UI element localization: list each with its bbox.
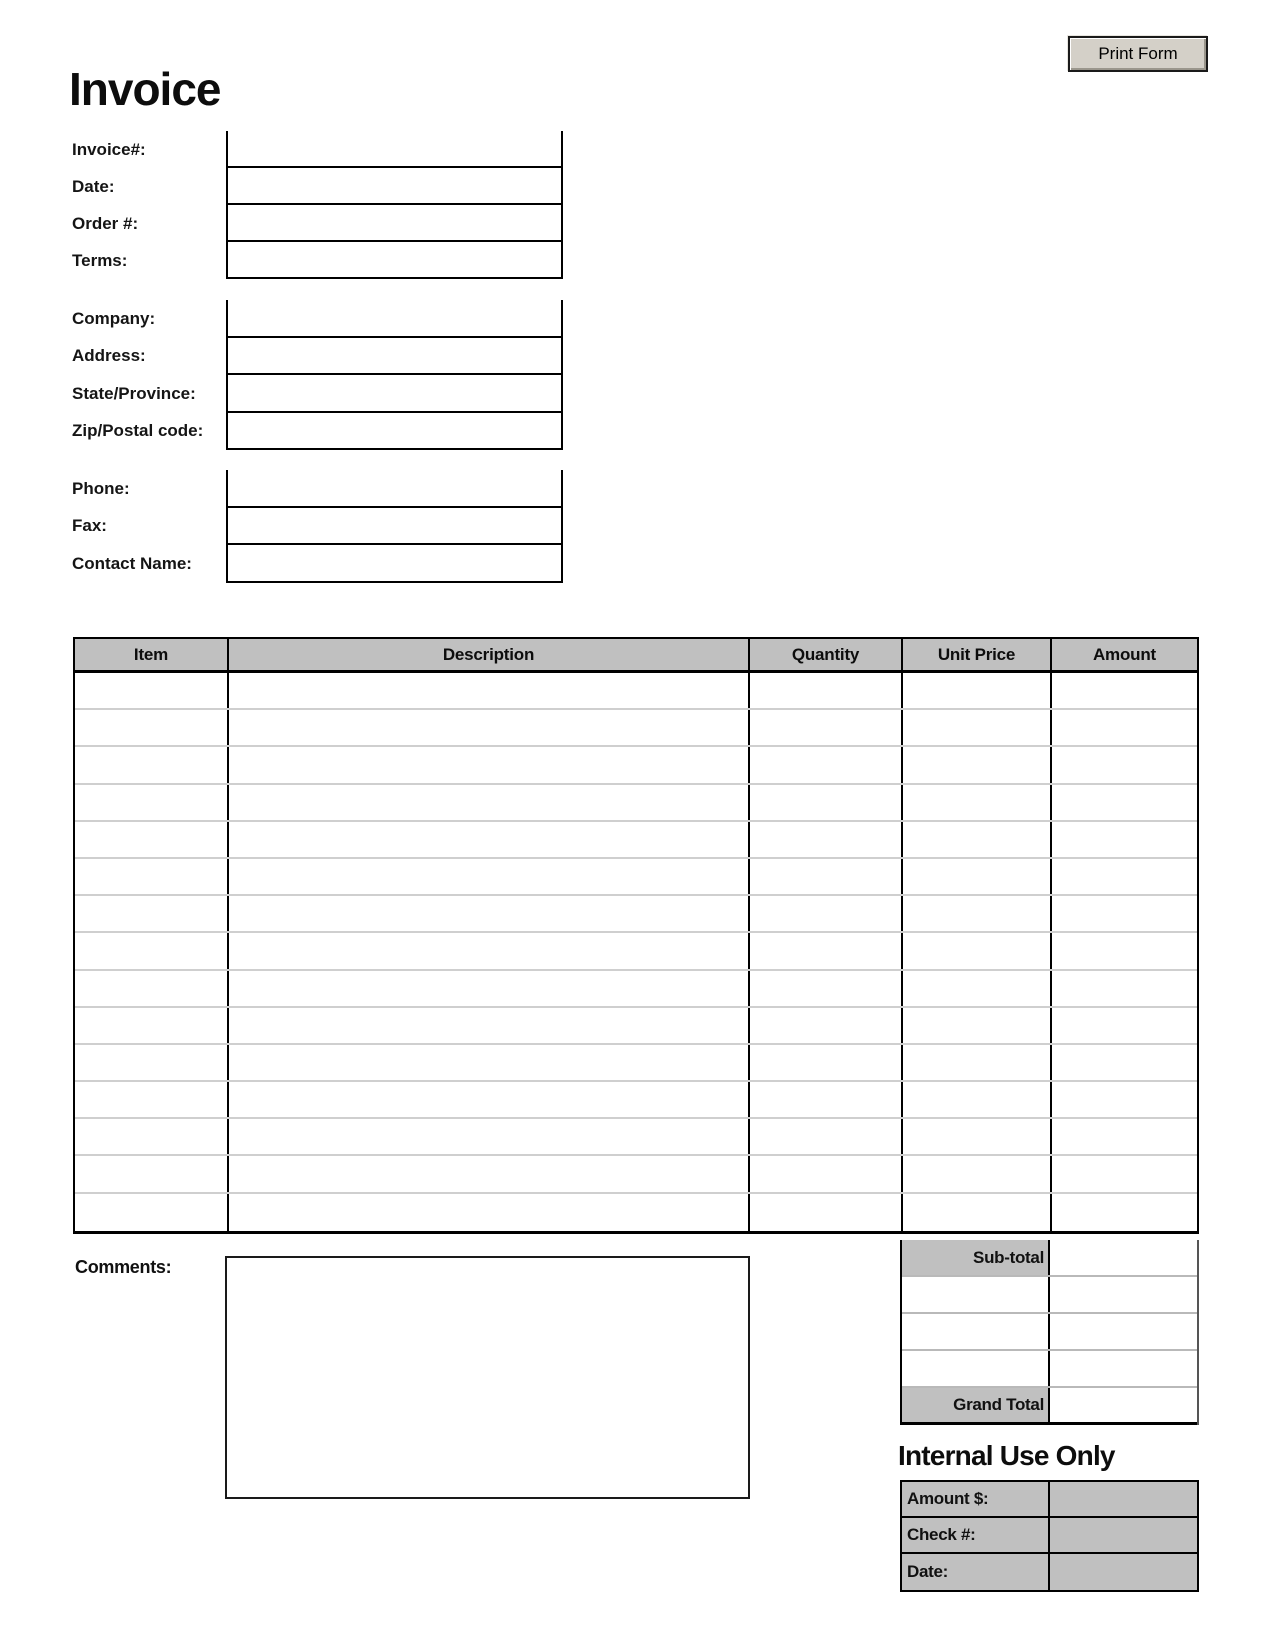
field-row [72, 545, 563, 583]
table-cell-item[interactable] [75, 1045, 229, 1080]
field-row [72, 375, 563, 413]
totals-row [902, 1314, 1197, 1351]
field-row [72, 242, 563, 279]
field-row [72, 470, 563, 508]
contact-fields [72, 470, 563, 583]
print-form-button[interactable]: Print Form [1068, 36, 1208, 72]
field-input-fax[interactable] [226, 508, 563, 546]
totals-value[interactable] [1050, 1277, 1197, 1312]
table-row [75, 1156, 1197, 1193]
items-table-body [75, 673, 1197, 1231]
table-cell-description[interactable] [229, 1194, 750, 1231]
table-cell-item[interactable] [75, 1194, 229, 1231]
table-cell-unit-price[interactable] [903, 822, 1052, 857]
field-input-contact-name[interactable] [226, 545, 563, 583]
totals-row [902, 1351, 1197, 1388]
column-header-quantity: Quantity [750, 639, 903, 670]
internal-label-check: Check #: [902, 1518, 1050, 1552]
internal-use-heading: Internal Use Only [898, 1440, 1115, 1471]
page-title: Invoice [69, 63, 221, 115]
table-row [75, 673, 1197, 710]
table-cell-unit-price[interactable] [903, 1045, 1052, 1080]
field-label-address: Address: [72, 346, 146, 366]
internal-value-check[interactable] [1050, 1518, 1197, 1552]
table-cell-amount[interactable] [1052, 1045, 1197, 1080]
table-cell-description[interactable] [229, 673, 750, 708]
table-cell-item[interactable] [75, 1082, 229, 1117]
comments-textarea[interactable] [225, 1256, 750, 1499]
items-table-header-row [75, 639, 1197, 673]
field-input-invoice[interactable] [226, 131, 563, 168]
table-cell-quantity[interactable] [750, 1008, 903, 1043]
table-cell-amount[interactable] [1052, 822, 1197, 857]
table-cell-item[interactable] [75, 785, 229, 820]
company-address-fields [72, 300, 563, 450]
totals-row-sub-total [902, 1240, 1197, 1277]
table-cell-quantity[interactable] [750, 1119, 903, 1154]
table-cell-description[interactable] [229, 1082, 750, 1117]
totals-row-grand-total [902, 1388, 1197, 1425]
table-cell-unit-price[interactable] [903, 673, 1052, 708]
table-cell-unit-price[interactable] [903, 1156, 1052, 1191]
field-input-company[interactable] [226, 300, 563, 338]
table-cell-description[interactable] [229, 896, 750, 931]
field-label-order: Order #: [72, 213, 139, 233]
table-cell-amount[interactable] [1052, 933, 1197, 968]
internal-row-amount [902, 1482, 1197, 1518]
comments-label: Comments: [75, 1257, 172, 1277]
table-cell-quantity[interactable] [750, 673, 903, 708]
table-cell-amount[interactable] [1052, 1082, 1197, 1117]
field-row [72, 205, 563, 242]
table-cell-description[interactable] [229, 1119, 750, 1154]
table-cell-description[interactable] [229, 859, 750, 894]
table-cell-quantity[interactable] [750, 1194, 903, 1231]
field-label-state-province: State/Province: [72, 383, 196, 403]
table-cell-unit-price[interactable] [903, 1082, 1052, 1117]
column-header-unit-price: Unit Price [903, 639, 1052, 670]
field-input-zip-postal-code[interactable] [226, 413, 563, 451]
table-cell-amount[interactable] [1052, 1008, 1197, 1043]
table-row [75, 971, 1197, 1008]
internal-row-check [902, 1518, 1197, 1554]
field-row [72, 131, 563, 168]
field-label-company: Company: [72, 308, 156, 328]
field-row [72, 338, 563, 376]
table-cell-amount[interactable] [1052, 859, 1197, 894]
table-cell-quantity[interactable] [750, 1045, 903, 1080]
totals-label-sub-total: Sub-total [902, 1240, 1050, 1275]
table-cell-item[interactable] [75, 673, 229, 708]
table-cell-unit-price[interactable] [903, 747, 1052, 782]
table-row [75, 896, 1197, 933]
table-cell-amount[interactable] [1052, 971, 1197, 1006]
table-row [75, 785, 1197, 822]
table-cell-description[interactable] [229, 710, 750, 745]
table-cell-quantity[interactable] [750, 747, 903, 782]
table-cell-amount[interactable] [1052, 1119, 1197, 1154]
field-label-fax: Fax: [72, 516, 107, 536]
totals-value[interactable] [1050, 1314, 1197, 1349]
table-cell-amount[interactable] [1052, 710, 1197, 745]
table-row [75, 1119, 1197, 1156]
table-cell-item[interactable] [75, 747, 229, 782]
table-cell-item[interactable] [75, 896, 229, 931]
field-input-date[interactable] [226, 168, 563, 205]
totals-label [902, 1314, 1050, 1349]
table-cell-unit-price[interactable] [903, 710, 1052, 745]
totals-value-grand-total[interactable] [1050, 1388, 1197, 1422]
table-cell-quantity[interactable] [750, 859, 903, 894]
table-cell-quantity[interactable] [750, 1156, 903, 1191]
table-cell-amount[interactable] [1052, 673, 1197, 708]
table-cell-amount[interactable] [1052, 1156, 1197, 1191]
table-cell-unit-price[interactable] [903, 971, 1052, 1006]
totals-label [902, 1351, 1050, 1386]
column-header-amount: Amount [1092, 644, 1156, 664]
table-cell-description[interactable] [229, 822, 750, 857]
table-cell-amount[interactable] [1052, 747, 1197, 782]
table-row [75, 822, 1197, 859]
invoice-meta-fields [72, 131, 563, 279]
items-table [73, 637, 1199, 1234]
table-cell-item[interactable] [75, 933, 229, 968]
table-cell-unit-price[interactable] [903, 1119, 1052, 1154]
internal-value-date[interactable] [1050, 1554, 1197, 1590]
table-cell-quantity[interactable] [750, 1082, 903, 1117]
table-cell-unit-price[interactable] [903, 1008, 1052, 1043]
field-input-phone[interactable] [226, 470, 563, 508]
table-cell-item[interactable] [75, 1119, 229, 1154]
field-label-contact-name: Contact Name: [72, 553, 192, 573]
table-cell-item[interactable] [75, 1156, 229, 1191]
table-row [75, 1082, 1197, 1119]
table-cell-description[interactable] [229, 785, 750, 820]
field-input-terms[interactable] [226, 242, 563, 279]
table-cell-item[interactable] [75, 822, 229, 857]
field-label-invoice: Invoice#: [72, 139, 146, 159]
column-header-item: Item [75, 639, 229, 670]
totals-label-grand-total: Grand Total [902, 1388, 1050, 1422]
table-cell-quantity[interactable] [750, 933, 903, 968]
field-input-order[interactable] [226, 205, 563, 242]
table-cell-amount[interactable] [1052, 785, 1197, 820]
table-cell-amount[interactable] [1052, 896, 1197, 931]
table-cell-description[interactable] [229, 1045, 750, 1080]
table-cell-item[interactable] [75, 971, 229, 1006]
table-cell-amount[interactable] [1052, 1194, 1197, 1231]
table-cell-description[interactable] [229, 1156, 750, 1191]
totals-section [900, 1240, 1199, 1425]
field-row [72, 168, 563, 205]
table-cell-item[interactable] [75, 710, 229, 745]
table-cell-unit-price[interactable] [903, 1194, 1052, 1231]
internal-label-amount: Amount $: [902, 1482, 1050, 1516]
table-row [75, 1194, 1197, 1231]
totals-value-sub-total[interactable] [1050, 1240, 1197, 1275]
field-input-address[interactable] [226, 338, 563, 376]
table-cell-unit-price[interactable] [903, 896, 1052, 931]
table-cell-item[interactable] [75, 1008, 229, 1043]
table-cell-unit-price[interactable] [903, 859, 1052, 894]
table-cell-unit-price[interactable] [903, 785, 1052, 820]
table-cell-description[interactable] [229, 933, 750, 968]
table-row [75, 710, 1197, 747]
table-row [75, 933, 1197, 970]
table-cell-description[interactable] [229, 747, 750, 782]
field-label-date: Date: [72, 176, 115, 196]
table-row [75, 747, 1197, 784]
field-label-terms: Terms: [72, 250, 128, 270]
field-row [72, 508, 563, 546]
field-input-state-province[interactable] [226, 375, 563, 413]
internal-row-date [902, 1554, 1197, 1590]
table-cell-unit-price[interactable] [903, 933, 1052, 968]
field-row [72, 300, 563, 338]
field-row [72, 413, 563, 451]
field-label-phone: Phone: [72, 478, 130, 498]
internal-value-amount[interactable] [1050, 1482, 1197, 1516]
table-cell-quantity[interactable] [750, 971, 903, 1006]
field-label-zip-postal-code: Zip/Postal code: [72, 421, 204, 441]
internal-use-table [900, 1480, 1199, 1592]
table-cell-quantity[interactable] [750, 822, 903, 857]
table-cell-item[interactable] [75, 859, 229, 894]
totals-value[interactable] [1050, 1351, 1197, 1386]
table-cell-description[interactable] [229, 1008, 750, 1043]
internal-label-date: Date: [902, 1554, 1050, 1590]
table-row [75, 1008, 1197, 1045]
table-cell-quantity[interactable] [750, 710, 903, 745]
table-row [75, 1045, 1197, 1082]
column-header-description: Description [229, 639, 750, 670]
table-row [75, 859, 1197, 896]
table-cell-quantity[interactable] [750, 896, 903, 931]
table-cell-description[interactable] [229, 971, 750, 1006]
totals-row [902, 1277, 1197, 1314]
totals-label [902, 1277, 1050, 1312]
table-cell-quantity[interactable] [750, 785, 903, 820]
